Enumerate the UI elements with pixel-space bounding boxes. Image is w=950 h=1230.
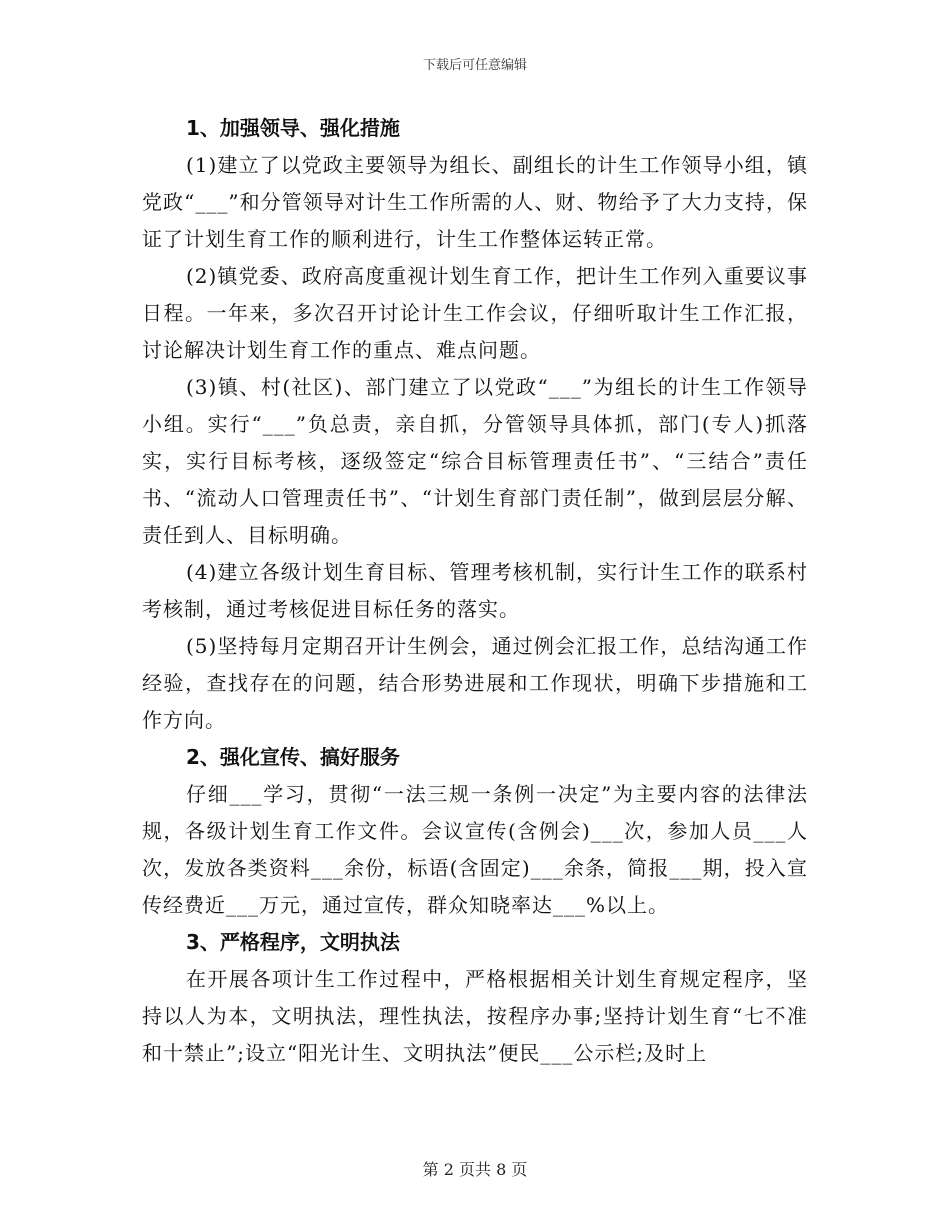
section-heading-1: 1、加强领导、强化措施: [186, 116, 400, 140]
paragraph: (1)建立了以党政主要领导为组长、副组长的计生工作领导小组，镇党政“___”和分管领导对计生工作所需的人、财、物给予了大力支持，保证了计划生育工作的顺利进行，计生工作整体运转正常。: [142, 153, 808, 251]
section-heading-3: 3、严格程序，文明执法: [186, 930, 400, 954]
page-header: 下载后可任意编辑: [422, 58, 527, 73]
paragraph: (2)镇党委、政府高度重视计划生育工作，把计生工作列入重要议事日程。一年来，多次召开讨论计生工作会议，仔细听取计生工作汇报，讨论解决计划生育工作的重点、难点问题。: [142, 264, 808, 362]
section-heading-2: 2、强化宣传、搞好服务: [186, 745, 400, 769]
paragraph: (3)镇、村(社区)、部门建立了以党政“___”为组长的计生工作领导小组。实行“___”负总责，亲自抓，分管领导具体抓，部门(专人)抓落实，实行目标考核，逐级签定“综合目标管理责任书”、“三结合”责任书、“流动人口管理责任书”、“计划生育部门责任制”，做到层层分解、责任到人、目标明确。: [142, 375, 808, 547]
paragraph: 在开展各项计生工作过程中，严格根据相关计划生育规定程序，坚持以人为本，文明执法，理性执法，按程序办事;坚持计划生育“七不准和十禁止”;设立“阳光计生、文明执法”便民___公示栏;及时上: [142, 967, 808, 1065]
paragraph: 仔细___学习，贯彻“一法三规一条例一决定”为主要内容的法律法规，各级计划生育工作文件。会议宣传(含例会)___次，参加人员___人次，发放各类资料___余份，标语(含固定)___余条，简报___期，投入宣传经费近___万元，通过宣传，群众知晓率达___%以上。: [142, 782, 808, 917]
page-footer: 第 2 页共 8 页: [422, 1160, 528, 1179]
document-body: [142, 110, 808, 1072]
paragraph: (5)坚持每月定期召开计生例会，通过例会汇报工作，总结沟通工作经验，查找存在的问题，结合形势进展和工作现状，明确下步措施和工作方向。: [142, 634, 808, 732]
paragraph: (4)建立各级计划生育目标、管理考核机制，实行计生工作的联系村考核制，通过考核促进目标任务的落实。: [142, 560, 808, 621]
